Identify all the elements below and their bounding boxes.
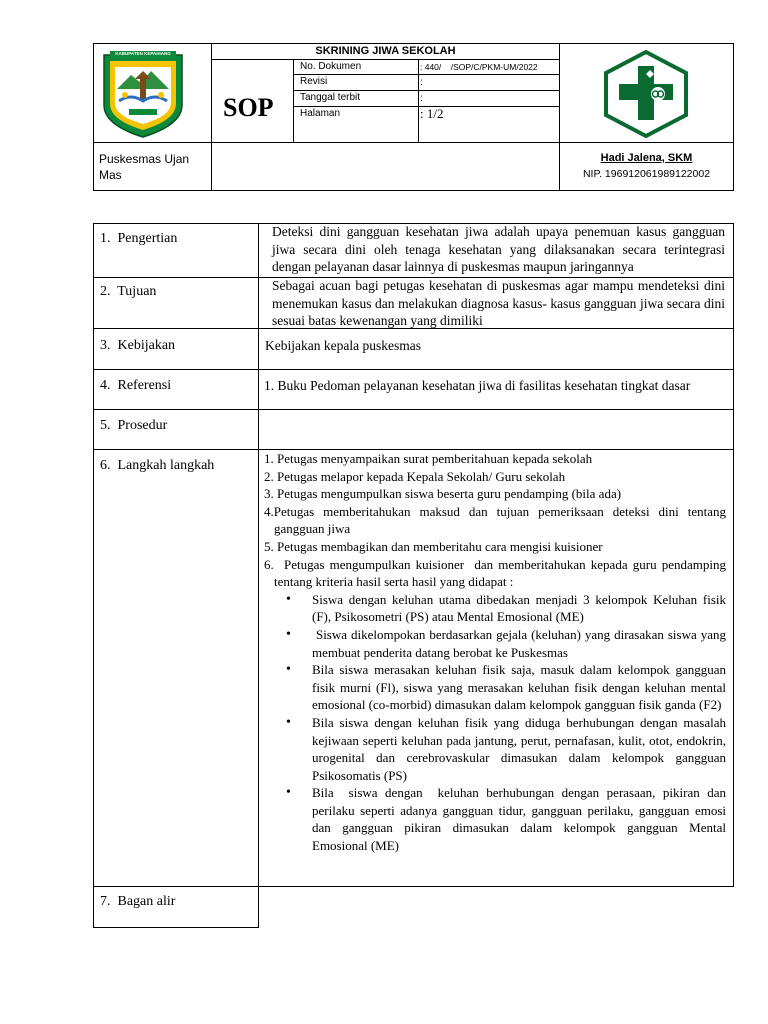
criteria-item: • Bila siswa dengan keluhan berhubungan dengan perasaan, pikiran dan perilaku seperti adanya gangguan tidur, gangguan perilaku, gangguan emosi dan gangguan pikiran dimasukan dalam kelompok gangguan Mental Emosional (ME) xyxy=(264,784,726,854)
step-3: 3. Petugas mengumpulkan siswa beserta guru pendamping (bila ada) xyxy=(264,486,622,502)
step-5: 5. Petugas membagikan dan memberitahu cara mengisi kuisioner xyxy=(264,538,603,554)
organization-name: Puskesmas Ujan Mas xyxy=(99,152,190,182)
criteria-item: • Bila siswa dengan keluhan fisik yang diduga berhubungan dengan masalah kejiwaan seperti keluhan pada jantung, perut, pernafasan, kulit, otot, endokrin, urogenital dan cerebrovaskular dimasukan dalam kelompok gangguan Psikosomatis (PS) xyxy=(264,714,726,784)
section-label-pengertian: 1. Pengertian xyxy=(100,231,178,246)
criteria-item: • Siswa dengan keluhan utama dibedakan menjadi 3 kelompok Keluhan fisik (F), Psikosometri (PS) atau Mental Emosional (ME) xyxy=(264,591,726,626)
section-content-tujuan: Sebagai acuan bagi petugas kesehatan di puskesmas agar mampu mendeteksi dini menemukan kasus dan melakukan diagnosa kasus- kasus gangguan jiwa secara dini sesuai batas kewenangan yang dimiliki xyxy=(272,278,725,328)
section-content-kebijakan: Kebijakan kepala puskesmas xyxy=(265,338,421,353)
section-content-pengertian: Deteksi dini gangguan kesehatan jiwa adalah upaya penemuan kasus gangguan jiwa secara dini oleh tenaga kesehatan yang dilaksanakan secara terintegrasi dengan pelayanan dasar lainnya di puskesmas maupun jaringannya xyxy=(272,224,725,274)
steps-list xyxy=(264,450,730,855)
puskesmas-logo xyxy=(603,50,689,138)
sop-label: SOP xyxy=(223,93,274,122)
field-value-tanggal-terbit: : xyxy=(420,93,423,104)
signatory-name: Hadi Jalena, SKM xyxy=(600,152,693,164)
section-label-prosedur: 5. Prosedur xyxy=(100,418,168,433)
section-content-referensi: 1. Buku Pedoman pelayanan kesehatan jiwa di fasilitas kesehatan tingkat dasar xyxy=(264,378,691,393)
field-label-no-dokumen: No. Dokumen xyxy=(300,61,362,72)
field-label-tanggal-terbit: Tanggal terbit xyxy=(300,92,361,103)
district-logo-caption: KABUPATEN KEPAHIANG xyxy=(115,51,171,56)
section-label-langkah: 6. Langkah langkah xyxy=(100,458,215,473)
section-label-tujuan: 2. Tujuan xyxy=(100,284,157,299)
field-value-no-dokumen: : 440/ /SOP/C/PKM-UM/2022 xyxy=(420,62,538,72)
field-label-revisi: Revisi xyxy=(300,76,328,87)
step-6: 6. Petugas mengumpulkan kuisioner dan memberitahukan kepada guru pendamping tentang kriteria hasil serta hasil yang didapat : xyxy=(264,556,730,590)
step-1: 1. Petugas menyampaikan surat pemberitahuan kepada sekolah xyxy=(264,451,593,466)
section-label-referensi: 4. Referensi xyxy=(100,378,172,393)
document-title: SKRINING JIWA SEKOLAH xyxy=(315,45,456,57)
field-value-halaman: : 1/2 xyxy=(420,106,444,121)
field-value-revisi: : xyxy=(420,77,423,88)
signatory-nip: NIP. 196912061989122002 xyxy=(582,168,711,180)
section-label-bagan-alir: 7. Bagan alir xyxy=(100,894,176,909)
field-label-halaman: Halaman xyxy=(300,108,341,119)
district-logo xyxy=(101,49,185,139)
section-label-kebijakan: 3. Kebijakan xyxy=(100,338,176,353)
step-2: 2. Petugas melapor kepada Kepala Sekolah/ Guru sekolah xyxy=(264,468,566,484)
step-4: 4.Petugas memberitahukan maksud dan tujuan pemeriksaan deteksi dini tentang gangguan jiwa xyxy=(264,503,726,537)
criteria-item: • Bila siswa merasakan keluhan fisik saja, masuk dalam kelompok gangguan fisik murni (Fl), siswa yang merasakan keluhan fisik dengan keluhan mental emosional (co-morbid) dimasukan dalam kelompok gangguan fisik ganda (F2) xyxy=(264,661,726,714)
result-criteria-list xyxy=(264,591,730,855)
criteria-item: • Siswa dikelompokan berdasarkan gejala (keluhan) yang dirasakan siswa yang membuat penderita datang berobat ke Puskesmas xyxy=(264,626,726,661)
